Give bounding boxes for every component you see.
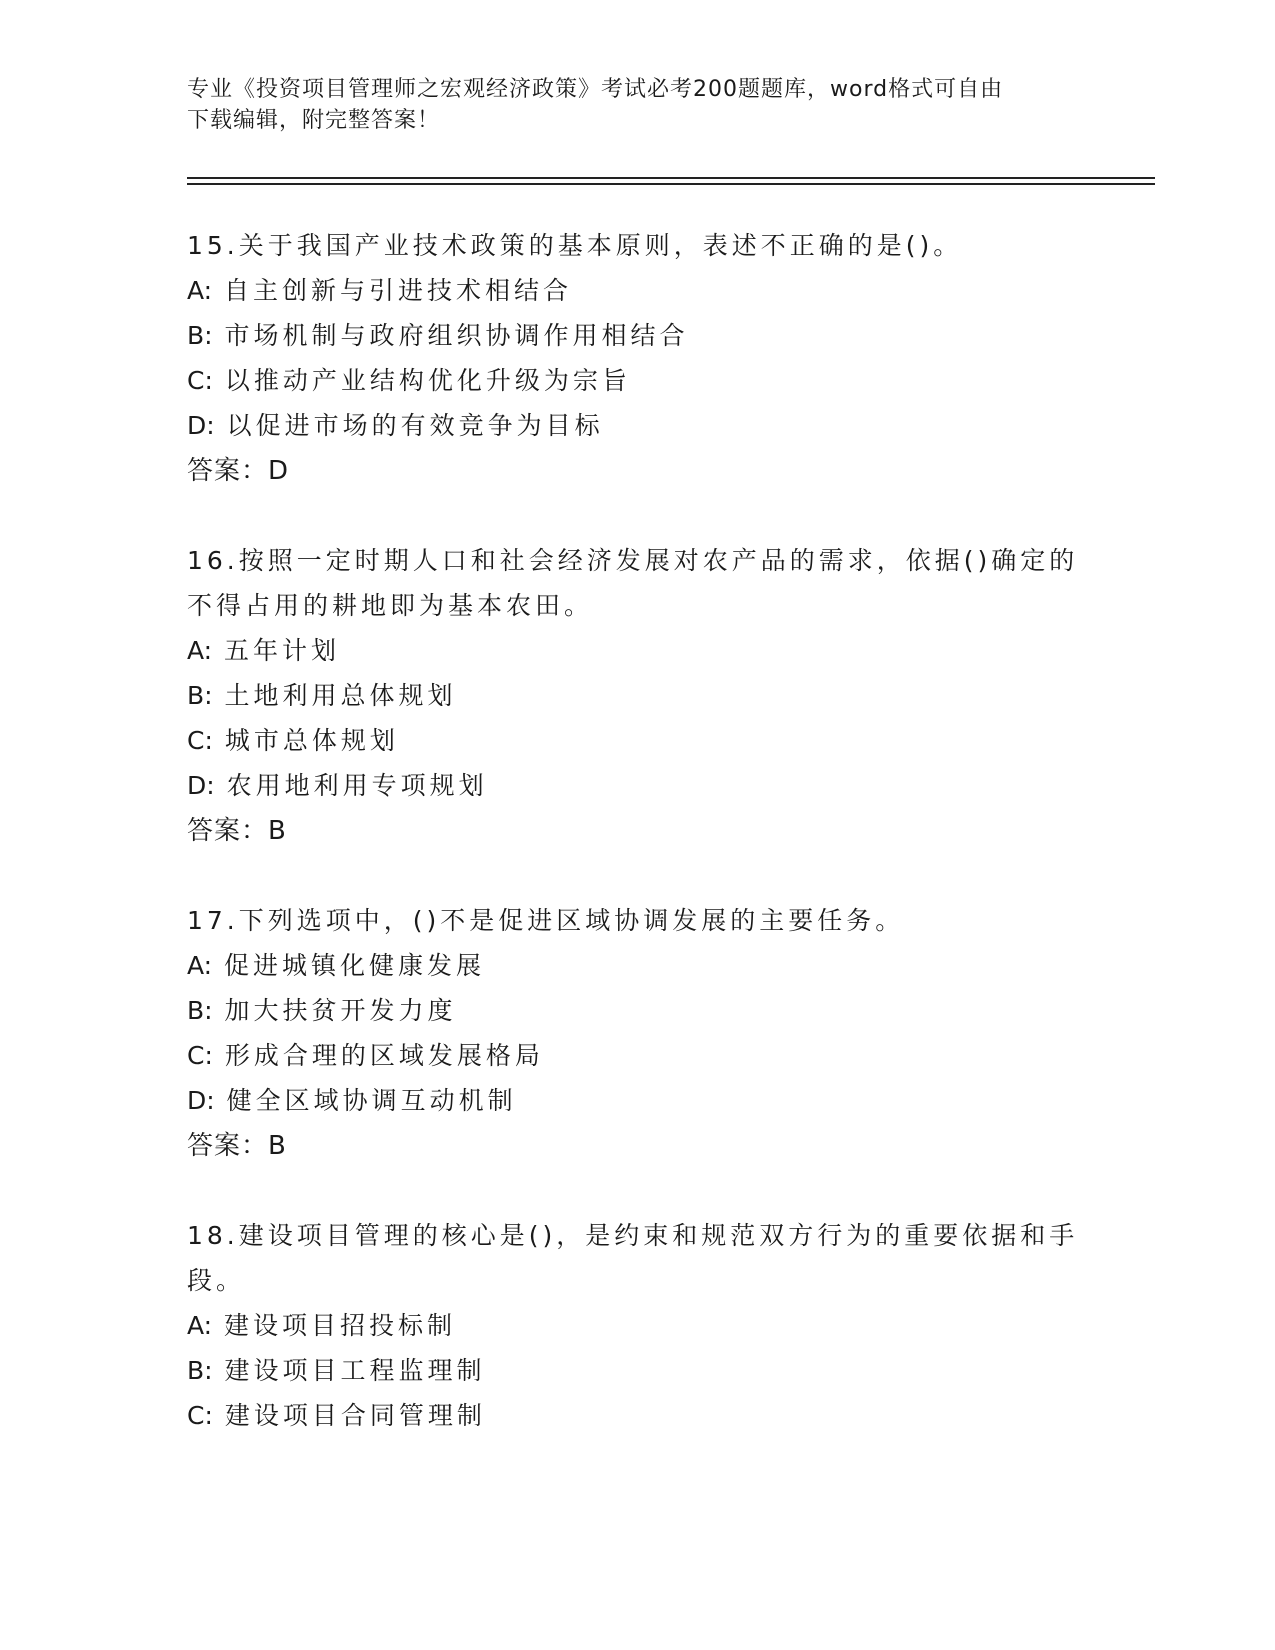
question-text-continued: 不得占用的耕地即为基本农田。 [187, 591, 594, 620]
option-text: 健全区域协调互动机制 [226, 1086, 517, 1115]
option-letter: A: [187, 276, 213, 305]
question-number: 16. [187, 546, 239, 575]
question-line: 按照一定时期人口和社会经济发展对农产品的需求，依据()确定的 [238, 546, 1079, 575]
question-text [187, 1213, 1087, 1258]
question-15 [187, 223, 1087, 494]
question-text-continued: 段。 [187, 1266, 246, 1295]
option-text: 加大扶贫开发力度 [224, 996, 457, 1025]
option-a [187, 268, 1087, 313]
option-text: 促进城镇化健康发展 [224, 951, 486, 980]
option-text: 以促进市场的有效竞争为目标 [226, 411, 604, 440]
option-letter: A: [187, 1311, 213, 1340]
header-line-1: 专业《投资项目管理师之宏观经济政策》考试必考200题题库，word格式可自由 [187, 77, 1004, 102]
option-text: 土地利用总体规划 [224, 681, 457, 710]
option-text: 城市总体规划 [224, 726, 399, 755]
question-16 [187, 538, 1087, 854]
document-header [187, 74, 1087, 136]
question-text [187, 898, 1087, 943]
option-text: 建设项目招投标制 [224, 1311, 457, 1340]
option-c [187, 1033, 1087, 1078]
option-letter: A: [187, 951, 213, 980]
option-a [187, 1303, 1087, 1348]
option-text: 自主创新与引进技术相结合 [224, 276, 573, 305]
option-letter: A: [187, 636, 213, 665]
option-letter: B: [187, 681, 213, 710]
answer: 答案：B [187, 1131, 287, 1161]
option-d [187, 403, 1087, 448]
question-number: 17. [187, 906, 239, 935]
question-number: 15. [187, 231, 239, 260]
question-line: 建设项目管理的核心是()，是约束和规范双方行为的重要依据和手 [238, 1221, 1079, 1250]
question-18 [187, 1213, 1087, 1438]
option-letter: D: [187, 771, 215, 800]
question-number: 18. [187, 1221, 239, 1250]
option-c [187, 358, 1087, 403]
option-letter: B: [187, 1356, 213, 1385]
option-letter: C: [187, 1401, 213, 1430]
option-b [187, 313, 1087, 358]
option-letter: C: [187, 726, 213, 755]
option-letter: D: [187, 411, 215, 440]
question-line: 下列选项中，()不是促进区域协调发展的主要任务。 [238, 906, 905, 935]
option-letter: B: [187, 996, 213, 1025]
header-divider-bottom [187, 183, 1155, 185]
option-a [187, 943, 1087, 988]
option-d [187, 1078, 1087, 1123]
option-text: 形成合理的区域发展格局 [224, 1041, 544, 1070]
question-line: 关于我国产业技术政策的基本原则，表述不正确的是()。 [238, 231, 963, 260]
question-17 [187, 898, 1087, 1169]
option-text: 农用地利用专项规划 [226, 771, 488, 800]
option-letter: C: [187, 1041, 213, 1070]
question-text [187, 538, 1087, 583]
option-b [187, 1348, 1087, 1393]
option-a [187, 628, 1087, 673]
option-d [187, 763, 1087, 808]
option-letter: D: [187, 1086, 215, 1115]
option-text: 五年计划 [224, 636, 341, 665]
option-letter: B: [187, 321, 213, 350]
answer: 答案：D [187, 456, 290, 486]
option-text: 以推动产业结构优化升级为宗旨 [224, 366, 631, 395]
header-line-2: 下载编辑，附完整答案！ [187, 108, 441, 133]
option-c [187, 718, 1087, 763]
option-letter: C: [187, 366, 213, 395]
option-text: 市场机制与政府组织协调作用相结合 [224, 321, 689, 350]
option-text: 建设项目工程监理制 [224, 1356, 486, 1385]
option-b [187, 988, 1087, 1033]
option-text: 建设项目合同管理制 [224, 1401, 486, 1430]
answer: 答案：B [187, 816, 287, 846]
header-divider-top [187, 177, 1155, 179]
option-c [187, 1393, 1087, 1438]
option-b [187, 673, 1087, 718]
question-text [187, 223, 1087, 268]
